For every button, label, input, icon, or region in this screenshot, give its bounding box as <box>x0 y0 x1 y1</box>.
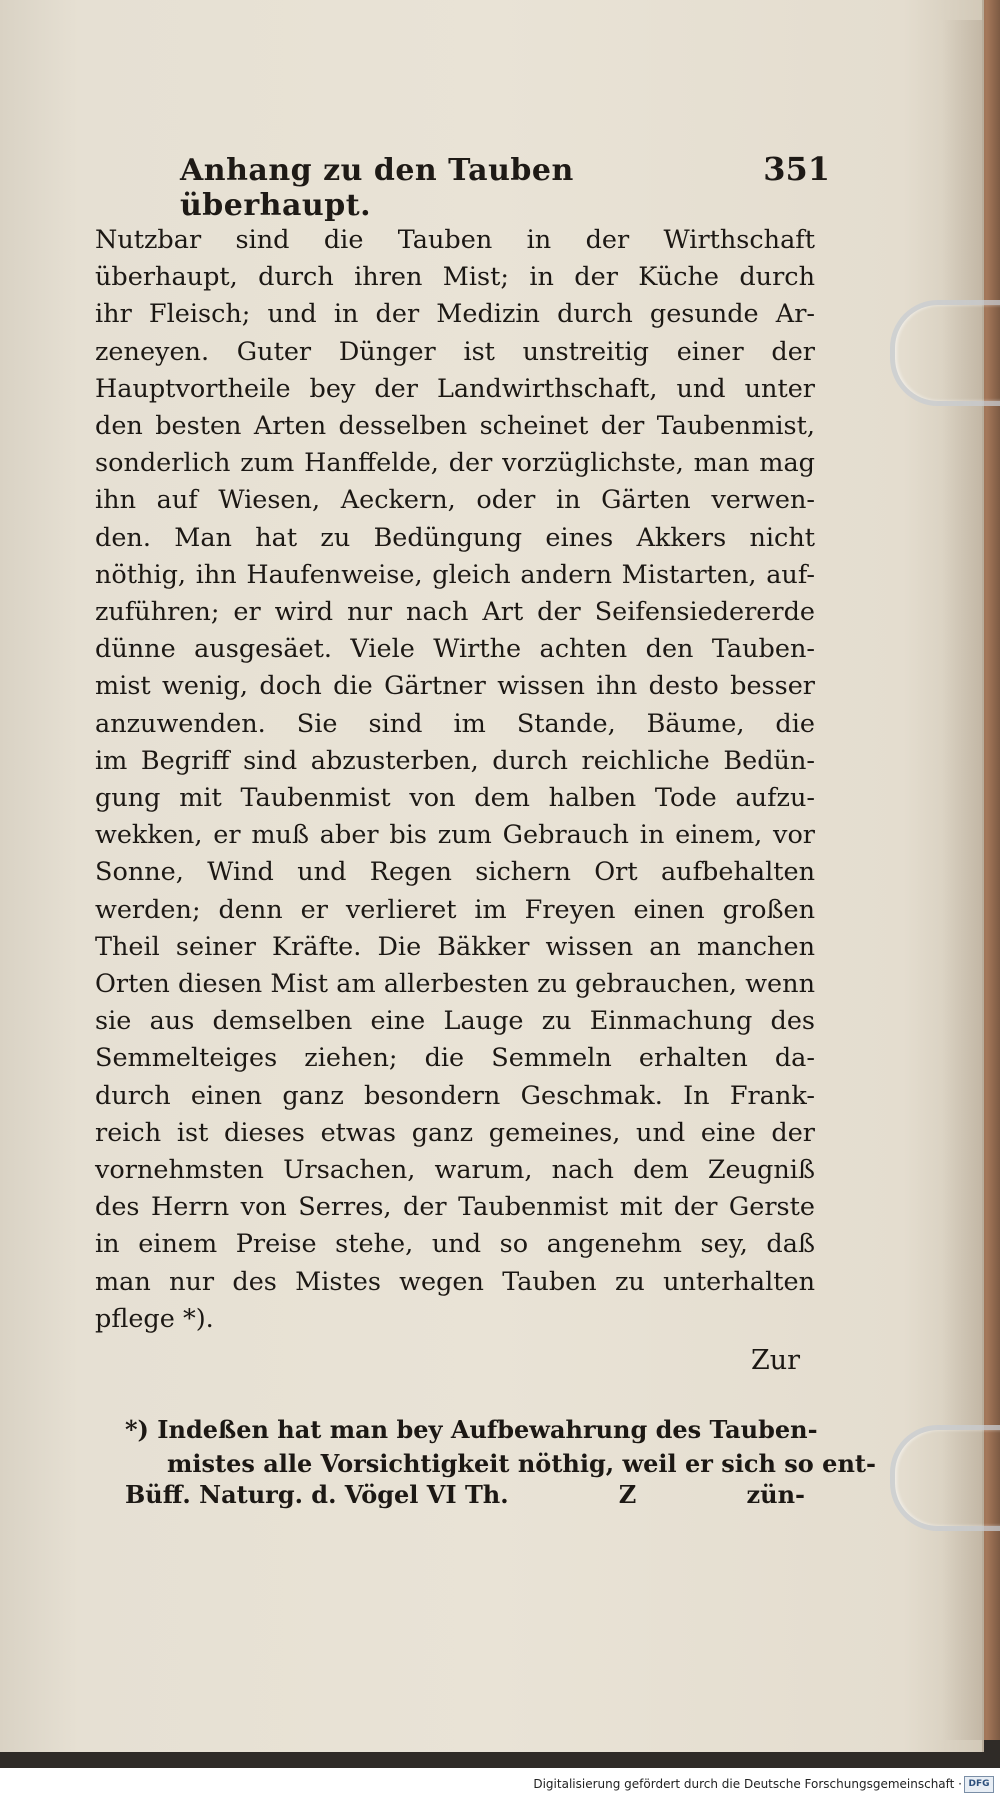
text-line: den. Man hat zu Bedüngung eines Akkers nicht <box>95 522 815 553</box>
text-line: wekken, er muß aber bis zum Gebrauch in einem, vor <box>95 820 815 851</box>
text-line: Orten diesen Mist am allerbesten zu gebrauchen, wenn <box>95 969 815 1000</box>
text-line: zuführen; er wird nur nach Art der Seifensiedererde <box>95 597 815 628</box>
text-line: in einem Preise stehe, und so angenehm sey, daß <box>95 1229 815 1260</box>
text-line: ihr Fleisch; und in der Medizin durch gesunde Ar- <box>95 299 815 330</box>
text-line: zeneyen. Guter Dünger ist unstreitig einer der <box>95 336 815 367</box>
text-line: Sonne, Wind und Regen sichern Ort aufbehalten <box>95 857 815 888</box>
text-line: Nutzbar sind die Tauben in der Wirthschaft <box>95 225 815 255</box>
text-line: dünne ausgesäet. Viele Wirthe achten den Tauben- <box>95 634 815 665</box>
text-line: werden; denn er verlieret im Freyen einen großen <box>95 894 815 925</box>
footnote-line: mistes alle Vorsichtigkeit nöthig, weil er sich so ent- <box>167 1449 876 1478</box>
text-line: im Begriff sind abzusterben, durch reichliche Bedün- <box>95 745 815 776</box>
text-line: des Herrn von Serres, der Taubenmist mit der Gerste <box>95 1192 815 1223</box>
text-line: überhaupt, durch ihren Mist; in der Küche durch <box>95 262 815 293</box>
page-number: 351 <box>763 150 830 188</box>
signature-mark: Z <box>618 1480 637 1509</box>
text-line: vornehmsten Ursachen, warum, nach dem Zeugniß <box>95 1155 815 1186</box>
text-line: ihn auf Wiesen, Aeckern, oder in Gärten verwen- <box>95 485 815 516</box>
catchword: Zur <box>750 1345 800 1376</box>
header-title: Anhang zu den Tauben überhaupt. <box>180 153 574 223</box>
text-line: gung mit Taubenmist von dem halben Tode aufzu- <box>95 783 815 814</box>
text-line: pflege *). <box>95 1303 214 1334</box>
body-paragraph <box>95 222 815 1338</box>
text-line: anzuwenden. Sie sind im Stande, Bäume, die <box>95 708 815 739</box>
text-line: man nur des Mistes wegen Tauben zu unterhalten <box>95 1266 815 1297</box>
footnote-line: *) Indeßen hat man bey Aufbewahrung des Tauben- <box>125 1415 818 1444</box>
digitization-credit: Digitalisierung gefördert durch die Deutsche Forschungsgemeinschaft · <box>533 1777 962 1791</box>
text-line: sonderlich zum Hanffelde, der vorzüglichste, man mag <box>95 448 815 479</box>
signature-catchword: zün- <box>746 1480 805 1509</box>
text-line: nöthig, ihn Haufenweise, gleich andern Mistarten, auf- <box>95 559 815 590</box>
signature-line <box>125 1480 805 1509</box>
text-line: durch einen ganz besondern Geschmak. In Frank- <box>95 1080 815 1111</box>
text-line: Semmelteiges ziehen; die Semmeln erhalten da- <box>95 1043 815 1074</box>
signature-title: Büff. Naturg. d. Vögel VI Th. <box>125 1480 509 1509</box>
text-line: mist wenig, doch die Gärtner wissen ihn desto besser <box>95 671 815 702</box>
running-header <box>180 150 830 223</box>
text-line: sie aus demselben eine Lauge zu Einmachung des <box>95 1006 815 1037</box>
text-line: Hauptvortheile bey der Landwirthschaft, und unter <box>95 373 815 404</box>
text-line: Theil seiner Kräfte. Die Bäkker wissen an manchen <box>95 931 815 962</box>
text-line: reich ist dieses etwas ganz gemeines, und eine der <box>95 1117 815 1148</box>
text-line: den besten Arten desselben scheinet der Taubenmist, <box>95 411 815 442</box>
footnote <box>125 1413 876 1481</box>
paper-clip-icon <box>890 1425 1000 1531</box>
paper-clip-icon <box>890 300 1000 406</box>
dfg-logo: DFG <box>964 1776 994 1793</box>
